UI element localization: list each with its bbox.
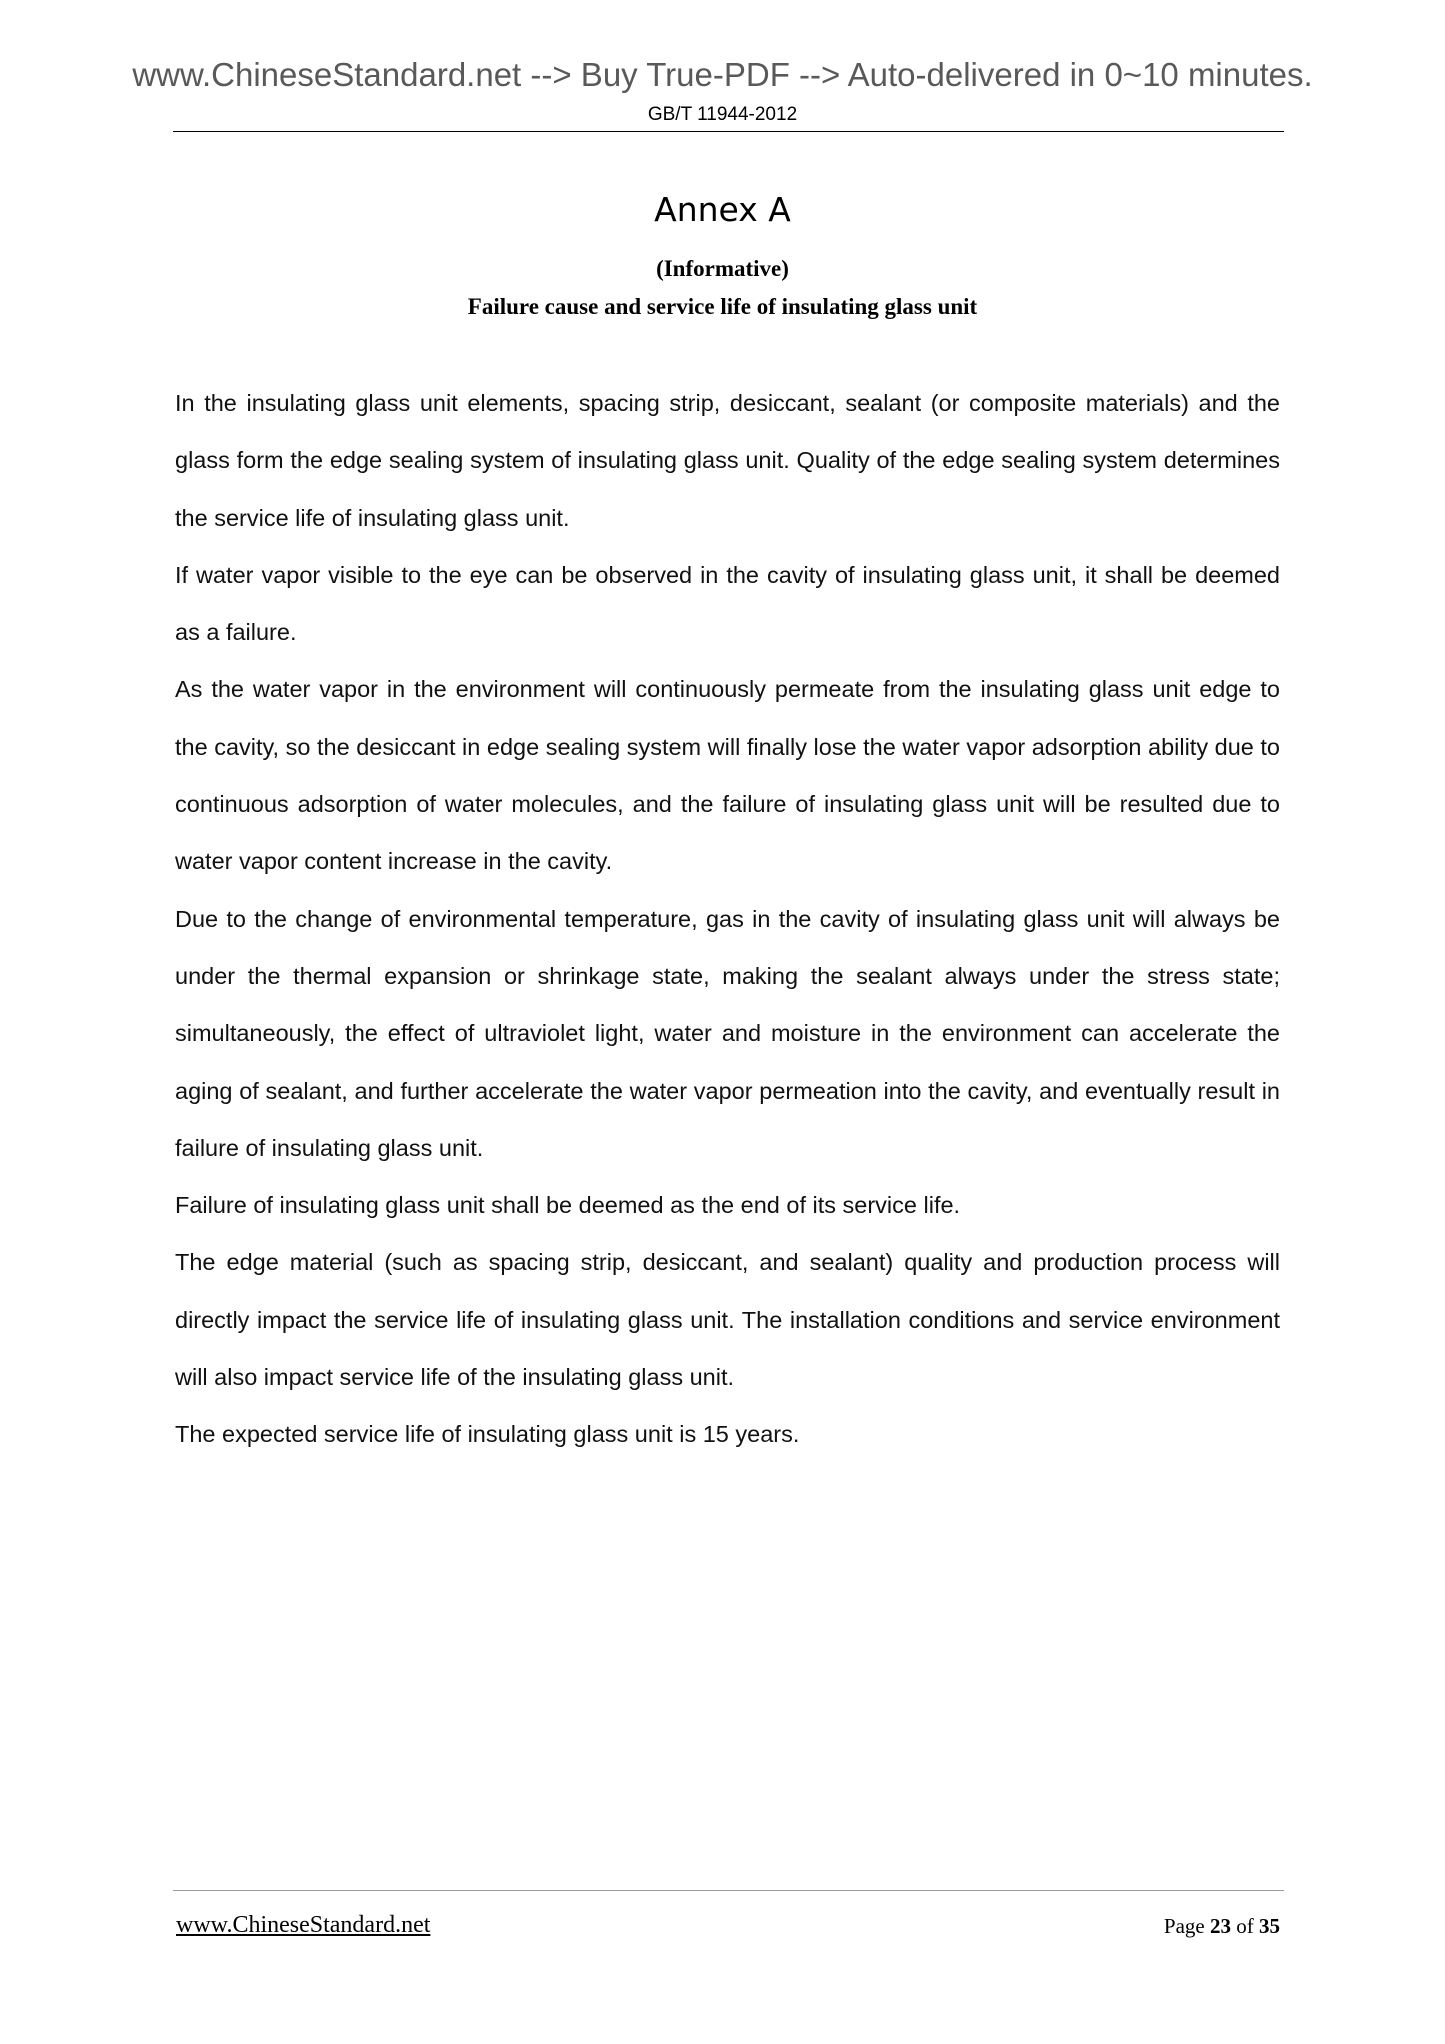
page-of: of xyxy=(1236,1914,1254,1938)
annex-subtitle: Failure cause and service life of insulating glass unit xyxy=(467,294,978,319)
annex-title: Annex A xyxy=(654,190,791,229)
paragraph-edge-material-quality: The edge material (such as spacing strip, desiccant, and sealant) quality and production process will directly impact the service life of insulating glass unit. The installation conditions and service environment will also impact service life of the insulating glass unit. xyxy=(175,1249,1280,1391)
paragraph-temperature-effect: Due to the change of environmental temperature, gas in the cavity of insulating glass unit will always be under the thermal expansion or shrinkage state, making the sealant always under the stress state; simultaneously, the effect of ultraviolet light, water and moisture in the environment can accelerate the aging of sealant, and further accelerate the water vapor permeation into the cavity, and eventually result in failure of insulating glass unit. xyxy=(175,905,1280,1161)
header-banner: www.ChineseStandard.net --> Buy True-PDF --> Auto-delivered in 0~10 minutes. xyxy=(132,56,1313,93)
annex-body xyxy=(175,375,1280,1464)
standard-code: GB/T 11944-2012 xyxy=(647,104,798,125)
footer-divider xyxy=(173,1890,1284,1891)
paragraph-expected-service-life: The expected service life of insulating glass unit is 15 years. xyxy=(175,1421,800,1448)
paragraph-edge-sealing-system: In the insulating glass unit elements, spacing strip, desiccant, sealant (or composite materials) and the glass form the edge sealing system of insulating glass unit. Quality of the edge sealing system determines the service life of insulating glass unit. xyxy=(175,390,1280,531)
paragraph-end-of-life: Failure of insulating glass unit shall be deemed as the end of its service life. xyxy=(175,1192,961,1219)
page-prefix: Page xyxy=(1163,1914,1205,1938)
footer-website-link[interactable]: www.ChineseStandard.net xyxy=(176,1912,431,1938)
paragraph-water-vapor-permeation: As the water vapor in the environment will continuously permeate from the insulating glass unit edge to the cavity, so the desiccant in edge sealing system will finally lose the water vapor adsorption ability due to continuous adsorption of water molecules, and the failure of insulating glass unit will be resulted due to water vapor content increase in the cavity. xyxy=(175,676,1280,875)
header-divider xyxy=(173,131,1284,132)
page-total: 35 xyxy=(1259,1914,1280,1938)
page-number xyxy=(1164,1914,1280,1939)
page-current: 23 xyxy=(1210,1914,1231,1938)
paragraph-failure-definition: If water vapor visible to the eye can be observed in the cavity of insulating glass unit, it shall be deemed as a failure. xyxy=(175,561,1280,646)
annex-type: (Informative) xyxy=(656,256,789,281)
